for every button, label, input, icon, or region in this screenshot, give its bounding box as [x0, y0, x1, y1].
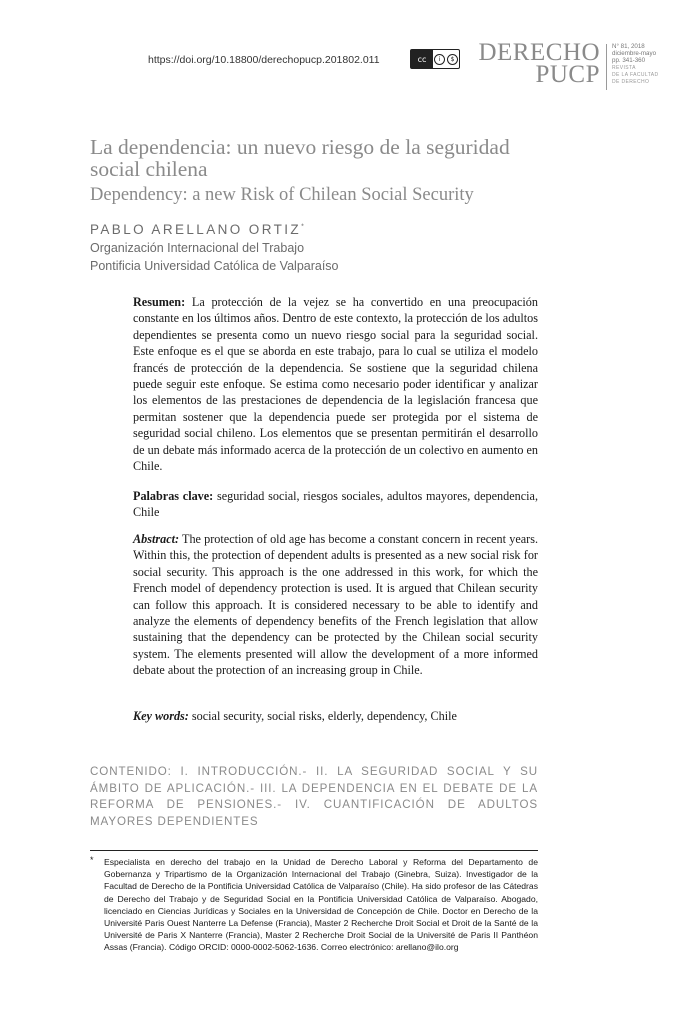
revista-line3: DE DERECHO — [612, 79, 650, 86]
journal-logo-line1: DERECHO — [478, 39, 600, 66]
palabras-clave-paragraph — [133, 488, 538, 521]
revista-line1: REVISTA — [612, 64, 636, 71]
doi-link[interactable]: https://doi.org/10.18800/derechopucp.201802.011 — [148, 54, 380, 66]
key-words-paragraph — [133, 708, 538, 724]
footnote-divider — [90, 850, 538, 851]
author-footnote: Especialista en derecho del trabajo en la Unidad de Derecho Laboral y Reforma del Departamento de Gobernanza y Tripartismo de la Organización Internacional del Trabajo (Ginebra, Suiza). Investigador de la Facultad de Derecho de la Pontificia Universidad Católica de Valparaíso (Chile). Ha sido profesor de las Cátedras de Derecho del Trabajo y de Seguridad Social en la Pontificia Universidad Católica de Valparaíso. Abogado, licenciado en Ciencias Jurídicas y Sociales en la Universidad de Concepción de Chile. Doctor en Derecho de la Université Paris Ouest Nanterre La Defense (Francia), Master 2 Recherche Droit Social et Droit de la Santé de la Université de Paris X Nanterre (Francia), Master 2 Recherche Droit Social de la Université de Paris II Panthéon Assas (Francia). Código ORCID: 0000-0002-5062-1636. Correo electrónico: arellano@ilo.org — [104, 857, 538, 953]
table-of-contents: CONTENIDO: I. INTRODUCCIÓN.- II. LA SEGURIDAD SOCIAL Y SU ÁMBITO DE APLICACIÓN.- III. LA DEPENDENCIA EN EL DEBATE DE LA REFORMA DE PENSIONES.- IV. CUANTIFICACIÓN DE ADULTOS MAYORES DEPENDIENTES — [90, 765, 538, 828]
issue-period: diciembre-mayo — [612, 50, 657, 58]
palabras-clave-label: Palabras clave: — [133, 489, 214, 503]
author-footnote-mark[interactable]: * — [301, 223, 304, 231]
journal-logo — [470, 39, 600, 88]
abstract-label: Abstract: — [133, 532, 180, 546]
author-name — [90, 222, 304, 237]
key-words-label: Key words: — [133, 709, 189, 723]
abstract-paragraph — [133, 531, 538, 679]
logo-divider — [606, 44, 607, 90]
resumen-label: Resumen: — [133, 295, 186, 309]
key-words-text: social security, social risks, elderly, dependency, Chile — [191, 709, 457, 723]
cc-icon: cc — [411, 50, 433, 68]
author-affiliation-2: Pontificia Universidad Católica de Valparaíso — [90, 259, 339, 273]
noncommercial-icon: $ — [447, 54, 458, 65]
footnote-mark: * — [90, 855, 94, 865]
issue-metadata — [612, 43, 672, 86]
resumen-paragraph — [133, 294, 538, 474]
author-name-text: PABLO ARELLANO ORTIZ — [90, 222, 302, 237]
abstract-text: The protection of old age has become a constant concern in recent years. Within this, the protection of dependent adults is presented as a new social risk for social security. This approach is the one addressed in this work, for which the French model of dependency protection is used. It is argued that Chilean security can follow this approach. It is considered necessary to be able to identify and analyze the elements of dependency benefits of the French legislation that allow sustaining that the dependency can be protected by the Chilean social security system. The elements presented will allow the development of a more informed debate about the protection of an increasing group in Chile. — [133, 532, 538, 678]
creative-commons-license-badge[interactable] — [410, 49, 460, 69]
issue-number: N° 81, 2018 — [612, 43, 645, 50]
palabras-clave-text: seguridad social, riesgos sociales, adultos mayores, dependencia, Chile — [133, 489, 538, 520]
attribution-icon: i — [434, 54, 445, 65]
author-affiliation-1: Organización Internacional del Trabajo — [90, 241, 305, 255]
journal-logo-line2: PUCP — [535, 61, 600, 88]
resumen-text: La protección de la vejez se ha convertido en una preocupación constante en los últimos años. Dentro de este contexto, la protección de los adultos dependientes se presenta como un nuevo riesgo social para la seguridad social. Este enfoque es el que se aborda en este trabajo, para lo cual se utiliza el modelo francés de protección de la dependencia. Se sostiene que la seguridad chilena puede seguir este enfoque. Se estima como necesario poder identificar y analizar los elementos de las prestaciones de dependencia de la legislación francesa que permitan sostener que la dependencia puede ser protegida por el sistema de seguridad social chileno. Los elementos que se presentan permitirán el desarrollo de un debate más informado acerca de la protección de un colectivo en aumento en Chile. — [133, 295, 538, 474]
license-conditions — [433, 50, 459, 68]
title-spanish: La dependencia: un nuevo riesgo de la seguridad social chilena — [90, 135, 510, 181]
revista-line2: DE LA FACULTAD — [612, 71, 659, 78]
title-english: Dependency: a new Risk of Chilean Social Security — [90, 185, 474, 205]
issue-pages: pp. 341-360 — [612, 57, 646, 65]
